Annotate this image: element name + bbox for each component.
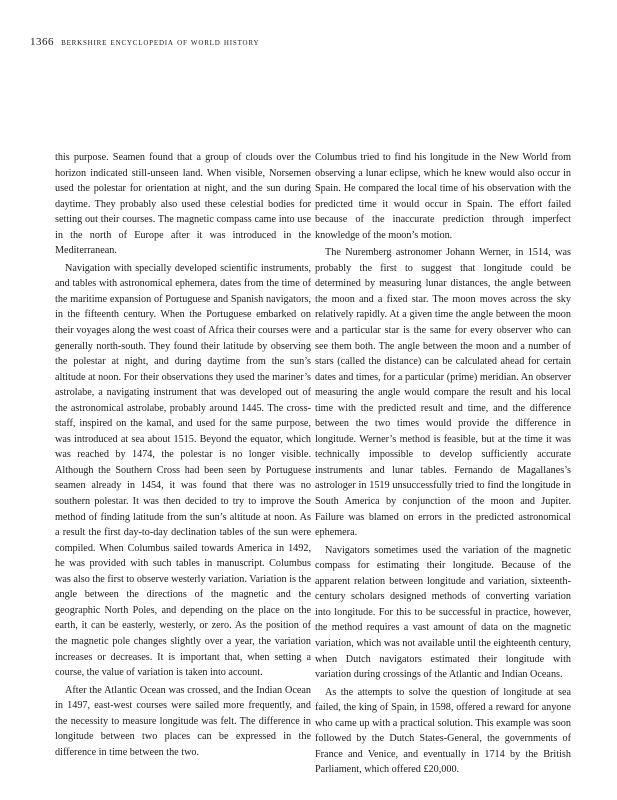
paragraph: The Nuremberg astronomer Johann Werner, in 1514, was probably the first to suggest that longitude could be determined by measuring lunar distances, the angle between the moon and a fixed star. The moon moves across the sky relatively rapidly. At a given time the angle between the moon and a particular star is the same for every observer who can see them both. The angle between the moon and a number of stars (called the distance) can be calculated ahead for certain dates and times, for a particular (prime) meridian. An observer measuring the angle would compare the result and his local time with the predicted result and time, and the difference between the two times would provide the difference in longitude. Werner’s method is feasible, but at the time it was technically impossible to develop sufficiently accurate instruments and lunar tables. Fernando de Magallanes’s astrologer in 1519 unsuccessfully tried to find the longitude in South America by conjunction of the moon and Jupiter. Failure was blamed on errors in the predicted astronomical ephemera. (315, 247, 571, 539)
running-head (30, 36, 259, 48)
paragraph: Navigation with specially developed scientific instruments, and tables with astronomical ephemera, dates from the time of the maritime expansion of Portuguese and Spanish navigators, in the fifteenth century. When the Portuguese embarked on their voyages along the west coast of Africa their courses were generally north-south. They found their latitude by observing the polestar at night, and during daytime from the sun’s altitude at noon. For their observations they used the mariner’s astrolabe, a navigating instrument that was developed out of the astronomical astrolabe, probably around 1445. The cross-staff, inspired on the kamal, and used for the same purpose, was introduced at sea about 1515. Beyond the equator, which was reached by 1474, the polestar is no longer visible. Although the Southern Cross had been seen by Portuguese seamen already in 1454, it was found that there was no southern polestar. It was then decided to try to improve the method of finding latitude from the sun’s altitude at noon. As a result the first day-to-day declination tables of the sun were compiled. When Columbus sailed towards America in 1492, he was provided with such tables in manuscript. Columbus was also the first to observe westerly variation. Variation is the angle between the directions of the magnetic and the geographic North Poles, and depending on the place on the earth, it can be easterly, westerly, or zero. As the position of the magnetic pole changes slightly over a year, the variation increases or decreases. It is important that, when setting a course, the value of variation is taken into account. (55, 262, 311, 679)
paragraph: After the Atlantic Ocean was crossed, and the Indian Ocean in 1497, east-west courses were sailed more frequently, and the necessity to measure longitude was felt. The difference in longitude between two places can be expressed in the difference in time between the two. (55, 684, 311, 758)
paragraph: Columbus tried to find his longitude in the New World from observing a lunar eclipse, which he knew would also occur in Spain. He compared the local time of his observation with the predicted time it would occur in Spain. The effort failed because of the inaccurate prediction through imperfect knowledge of the moon’s motion. (315, 152, 571, 241)
left-column (55, 150, 311, 762)
right-column (315, 150, 571, 780)
paragraph: Navigators sometimes used the variation of the magnetic compass for estimating their longitude. Because of the apparent relation between longitude and variation, sixteenth-century scholars designed methods of converting variation into longitude. For this to be successful in practice, however, the method requires a vast amount of data on the magnetic variation, which was not available until the eighteenth century, when Dutch navigators estimated their longitude with variation during crossings of the Atlantic and Indian Oceans. (315, 544, 571, 681)
publication-title: berkshire encyclopedia of world history (61, 37, 260, 48)
paragraph: As the attempts to solve the question of longitude at sea failed, the king of Spain, in 1598, offered a reward for anyone who came up with a practical solution. This example was soon followed by the Dutch States-General, the governments of France and Venice, and eventually in 1714 by the British Parliament, which offered £20,000. (315, 686, 571, 776)
paragraph: this purpose. Seamen found that a group of clouds over the horizon indicated still-unseen land. When visible, Norsemen used the polestar for orientation at night, and the sun during daytime. They probably also used these celestial bodies for setting out their courses. The magnetic compass came into use in the north of Europe after it was introduced in the Mediterranean. (55, 152, 311, 257)
page-number: 1366 (30, 36, 54, 48)
